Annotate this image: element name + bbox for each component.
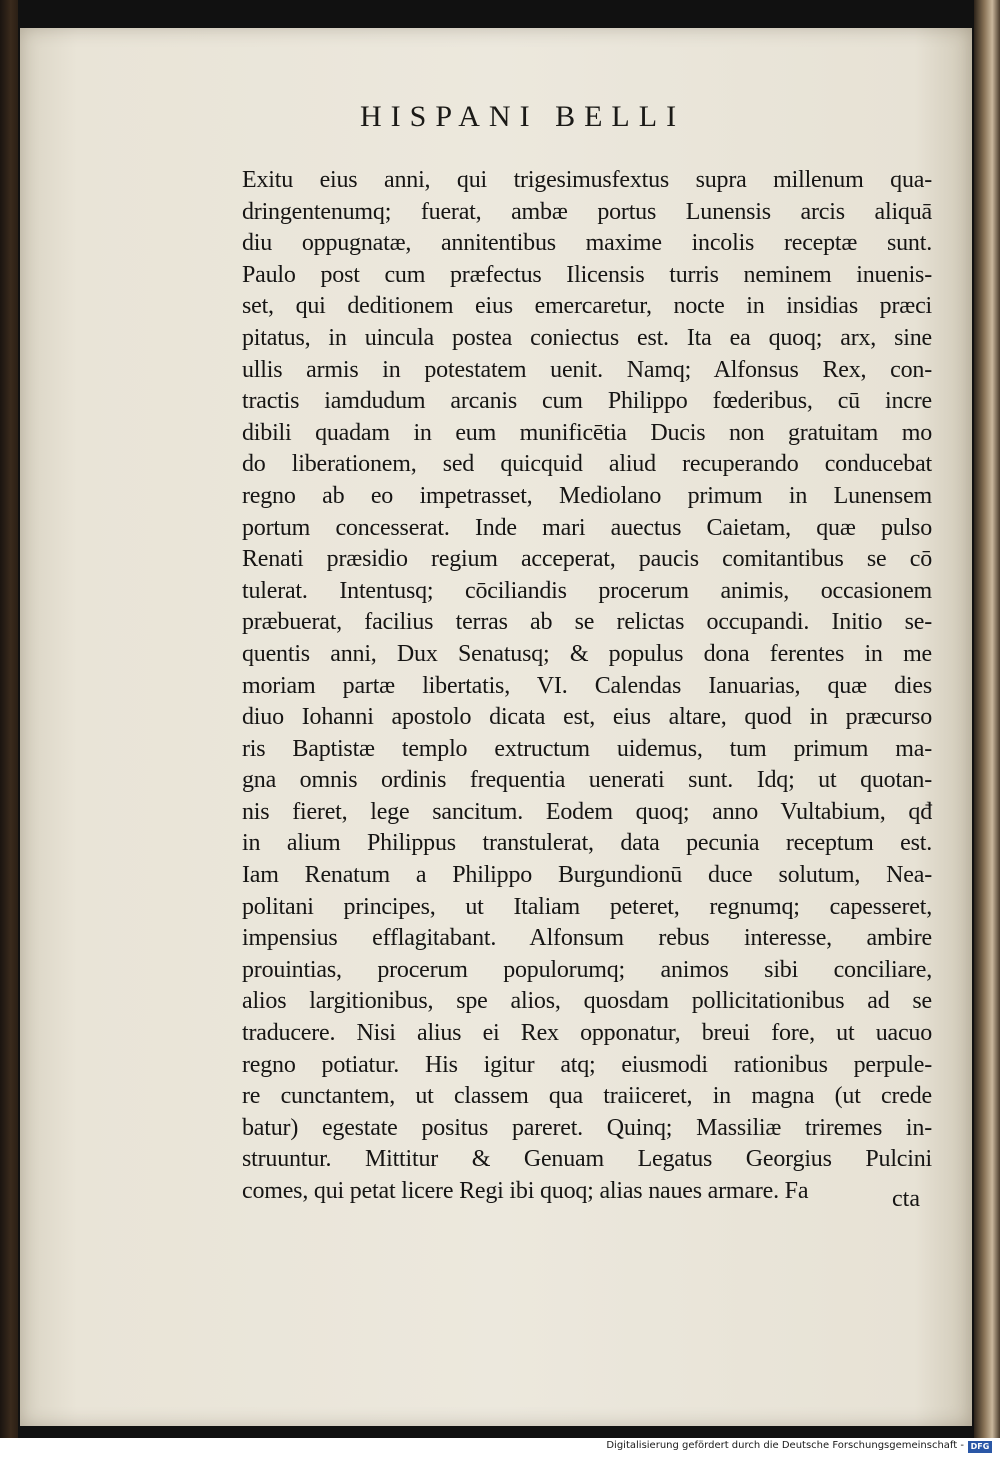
catchword: cta xyxy=(892,1186,920,1212)
text-line: diu oppugnatæ, annitentibus maxime incolis receptæ sunt. xyxy=(242,230,932,257)
text-line: ullis armis in potestatem uenit. Namq; Alfonsus Rex, con- xyxy=(242,356,932,383)
text-line: comes, qui petat licere Regi ibi quoq; alias naues armare. Fa xyxy=(242,1178,809,1204)
text-line: prouintias, procerum populorumq; animos sibi conciliare, xyxy=(242,956,932,983)
text-line: moriam partæ libertatis, VI. Calendas Ianuarias, quæ dies xyxy=(242,672,932,699)
text-line: præbuerat, facilius terras ab se relictas occupandi. Initio se- xyxy=(242,609,932,636)
text-line: traducere. Nisi alius ei Rex opponatur, breui fore, ut uacuo xyxy=(242,1020,932,1047)
text-line: struuntur. Mittitur & Genuam Legatus Georgius Pulcini xyxy=(242,1146,932,1173)
text-line: set, qui deditionem eius emercaretur, nocte in insidias præci xyxy=(242,293,932,320)
text-line: dibili quadam in eum munificētia Ducis non gratuitam mo xyxy=(242,419,932,446)
text-line: Exitu eius anni, qui trigesimusfextus supra millenum qua- xyxy=(242,167,932,193)
text-line: re cunctantem, ut classem qua traiiceret, in magna (ut crede xyxy=(242,1083,932,1110)
text-line: do liberationem, sed quicquid aliud recuperando conducebat xyxy=(242,451,932,478)
book-page xyxy=(20,28,972,1426)
binding-right-edge xyxy=(974,0,1000,1438)
text-line: impensius efflagitabant. Alfonsum rebus interesse, ambire xyxy=(242,925,932,952)
text-line: gna omnis ordinis frequentia uenerati sunt. Idq; ut quotan- xyxy=(242,767,932,794)
text-line: Paulo post cum præfectus Ilicensis turris neminem inuenis- xyxy=(242,261,932,288)
body-text xyxy=(242,165,932,1208)
text-line: regno potiatur. His igitur atq; eiusmodi rationibus perpule- xyxy=(242,1051,932,1078)
text-line: tractis iamdudum arcanis cum Philippo fœderibus, cū incre xyxy=(242,388,932,415)
dfg-logo-icon: DFG xyxy=(968,1441,992,1453)
text-line: dringentenumq; fuerat, ambæ portus Lunensis arcis aliquā xyxy=(242,198,932,225)
footer-credit: Digitalisierung gefördert durch die Deutsche Forschungsgemeinschaft - xyxy=(606,1440,964,1451)
text-line: diuo Iohanni apostolo dicata est, eius altare, quod in præcurso xyxy=(242,704,932,731)
text-line: Renati præsidio regium acceperat, paucis comitantibus se cō xyxy=(242,546,932,573)
text-line: regno ab eo impetrasset, Mediolano primum in Lunensem xyxy=(242,482,932,509)
text-line: quentis anni, Dux Senatusq; & populus dona ferentes in me xyxy=(242,640,932,667)
text-line: in alium Philippus transtulerat, data pecunia receptum est. xyxy=(242,830,932,857)
text-line: nis fieret, lege sancitum. Eodem quoq; anno Vultabium, qđ xyxy=(242,798,932,825)
binding-left-edge xyxy=(0,0,18,1438)
text-line: pitatus, in uincula postea coniectus est. Ita ea quoq; arx, sine xyxy=(242,324,932,351)
running-head: HISPANI BELLI xyxy=(360,100,686,133)
text-line: ris Baptistæ templo extructum uidemus, tum primum ma- xyxy=(242,735,932,762)
text-line: batur) egestate positus pareret. Quinq; Massiliæ triremes in- xyxy=(242,1114,932,1141)
text-line: politani principes, ut Italiam peteret, regnumq; capesseret, xyxy=(242,893,932,920)
text-line: Iam Renatum a Philippo Burgundionū duce solutum, Nea- xyxy=(242,862,932,889)
text-line: tulerat. Intentusq; cōciliandis procerum animis, occasionem xyxy=(242,577,932,604)
text-line: portum concesserat. Inde mari auectus Caietam, quæ pulso xyxy=(242,514,932,541)
text-line: alios largitionibus, spe alios, quosdam pollicitationibus ad se xyxy=(242,988,932,1015)
